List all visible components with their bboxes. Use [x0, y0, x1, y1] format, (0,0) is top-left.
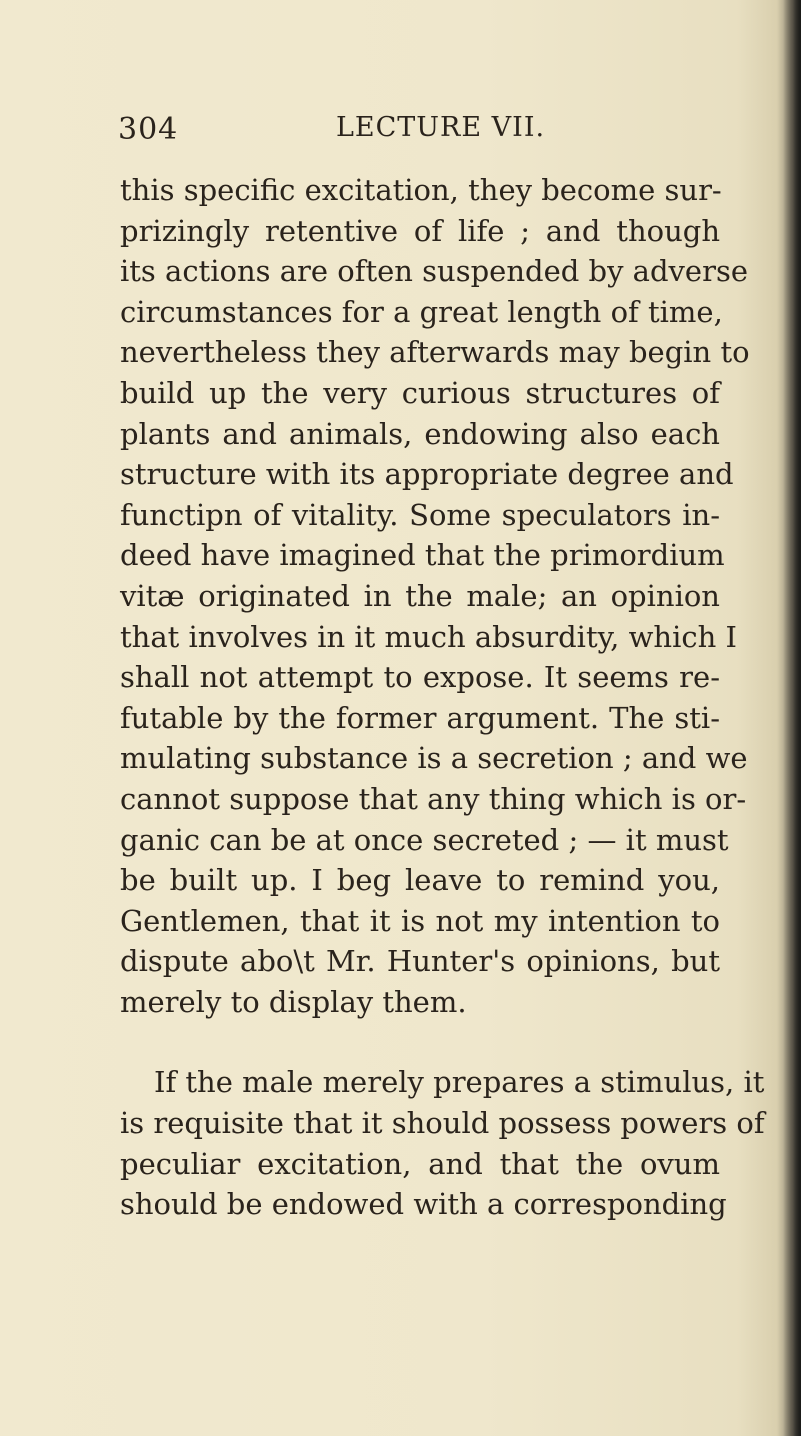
- text-line: plants and animals, endowing also each: [120, 416, 720, 451]
- text-line: If the male merely prepares a stimulus, it: [154, 1065, 765, 1100]
- text-line: should be endowed with a corresponding: [120, 1187, 727, 1222]
- text-line: vitæ originated in the male; an opinion: [120, 578, 720, 613]
- paragraph-1: [120, 170, 750, 1022]
- text-line: its actions are often suspended by adverse: [120, 254, 748, 289]
- text-line: mulating substance is a secretion ; and we: [120, 741, 748, 776]
- text-line: build up the very curious structures of: [120, 375, 720, 410]
- text-line: dispute abo\t Mr. Hunter's opinions, but: [120, 944, 720, 979]
- text-line: cannot suppose that any thing which is or-: [120, 781, 747, 816]
- text-line: nevertheless they afterwards may begin to: [120, 335, 750, 370]
- text-line: prizingly retentive of life ; and though: [120, 213, 720, 248]
- body-text: [120, 170, 765, 1225]
- text-line: be built up. I beg leave to remind you,: [120, 863, 720, 898]
- text-line: futable by the former argument. The sti-: [120, 700, 720, 735]
- paragraph-2: [120, 1062, 765, 1224]
- text-line: shall not attempt to expose. It seems re-: [120, 660, 720, 695]
- text-line: that involves in it much absurdity, which I: [120, 619, 737, 654]
- text-line: circumstances for a great length of time,: [120, 294, 723, 329]
- text-line: peculiar excitation, and that the ovum: [120, 1146, 720, 1181]
- running-head: LECTURE VII.: [336, 112, 546, 143]
- page-header: [118, 112, 678, 152]
- page-edge-shadow: [783, 0, 801, 1436]
- text-line: functipn of vitality. Some speculators in-: [120, 497, 720, 532]
- text-line: this specific excitation, they become sur-: [120, 173, 722, 207]
- text-line: Gentlemen, that it is not my intention to: [120, 903, 720, 938]
- text-line: ganic can be at once secreted ; — it must: [120, 822, 729, 857]
- text-line: structure with its appropriate degree and: [120, 457, 734, 492]
- text-line: merely to display them.: [120, 984, 467, 1019]
- text-line: is requisite that it should possess powers of: [120, 1106, 765, 1141]
- paragraph-gap: [120, 1022, 720, 1062]
- page-number: 304: [118, 112, 179, 147]
- text-line: deed have imagined that the primordium: [120, 538, 725, 573]
